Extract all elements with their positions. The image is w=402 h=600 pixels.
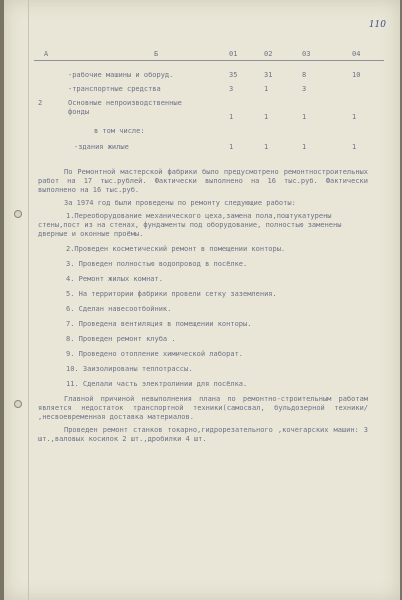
table-row xyxy=(34,127,384,143)
data-table xyxy=(34,50,384,157)
row-name: в том числе: xyxy=(94,127,145,135)
cell-02: 1 xyxy=(264,85,269,93)
list-item: 4. Ремонт жилых комнат. xyxy=(66,275,163,283)
cell-03: 8 xyxy=(302,71,307,79)
paragraph-repairs: Проведен ремонт станков токарно,гидрорезательного ,кочегарских машин: 3 шт.,валовых косилок 2 шт.,дробилки 4 шт. xyxy=(38,426,368,443)
report-body xyxy=(38,168,368,448)
margin-line xyxy=(28,0,29,600)
list-item: 8. Проведен ремонт клуба . xyxy=(66,335,176,343)
header-cell: 02 xyxy=(264,50,273,58)
header-cell: Б xyxy=(154,50,159,58)
header-cell: 04 xyxy=(352,50,361,58)
cell-02: 1 xyxy=(264,143,269,151)
cell-04: 1 xyxy=(352,113,357,121)
table-row xyxy=(34,85,384,99)
list-item: 11. Сделали часть электролинии для посёлка. xyxy=(66,380,248,388)
table-row xyxy=(34,143,384,157)
row-name: -транспортные средства xyxy=(68,85,161,93)
binder-hole xyxy=(14,210,22,218)
cell-02: 1 xyxy=(264,113,269,121)
cell-04: 10 xyxy=(352,71,361,79)
cell-04: 1 xyxy=(352,143,357,151)
list-item: 10. Заизолированы теплотрассы. xyxy=(66,365,193,373)
header-cell: 03 xyxy=(302,50,311,58)
table-row xyxy=(34,71,384,85)
paragraph-plan: По Ремонтной мастерской фабрики было предусмотрено ремонтностроительных работ на 17 тыс.рублей. Фактически выполнено на 16 тыс.руб. Фактически выполнено на 16 тыс.руб. xyxy=(38,168,368,194)
cell-03: 1 xyxy=(302,113,307,121)
list-item: 2.Проведен косметический ремонт в помещении конторы. xyxy=(66,245,286,253)
list-item: 6. Сделан навесоотбойник. xyxy=(66,305,172,313)
header-cell: А xyxy=(44,50,49,58)
header-cell: 01 xyxy=(229,50,238,58)
row-name: Основные непроизводственные фонды xyxy=(68,99,182,116)
table-row xyxy=(34,99,384,127)
row-name: -рабочие машины и оборуд. xyxy=(68,71,174,79)
cell-01: 1 xyxy=(229,113,234,121)
page-number: 110 xyxy=(368,20,386,30)
cell-01: 1 xyxy=(229,143,234,151)
paragraph-reason: Главной причиной невыполнения плана по ремонтно-строительным работам является недостаток транспортной техники(самосвал, бульдозерной техники/ ,несвоевременная доставка материалов. xyxy=(38,395,368,421)
cell-01: 35 xyxy=(229,71,238,79)
paragraph-intro: За 1974 год были проведены по ремонту следующие работы: xyxy=(64,199,296,207)
cell-03: 1 xyxy=(302,143,307,151)
list-item: 9. Проведено отопление химической лаборат. xyxy=(66,350,244,358)
table-header xyxy=(34,50,384,61)
list-item: 7. Проведена вентиляция в помещении конторы. xyxy=(66,320,252,328)
cell-02: 31 xyxy=(264,71,273,79)
binder-hole xyxy=(14,400,22,408)
row-name: -здания жилые xyxy=(74,143,129,151)
list-item: 5. На территории фабрики провели сетку заземления. xyxy=(66,290,277,298)
list-item: 1.Переоборудование механического цеха,замена пола,поштукатурены стены,пост из на стенах, фундаменты под оборудование, полностью заменены дверные и оконные проёмы. xyxy=(38,212,342,238)
document-page xyxy=(4,0,400,600)
cell-01: 3 xyxy=(229,85,234,93)
row-number: 2 xyxy=(38,99,43,107)
cell-03: 3 xyxy=(302,85,307,93)
list-item: 3. Проведен полностью водопровод в посёлке. xyxy=(66,260,248,268)
